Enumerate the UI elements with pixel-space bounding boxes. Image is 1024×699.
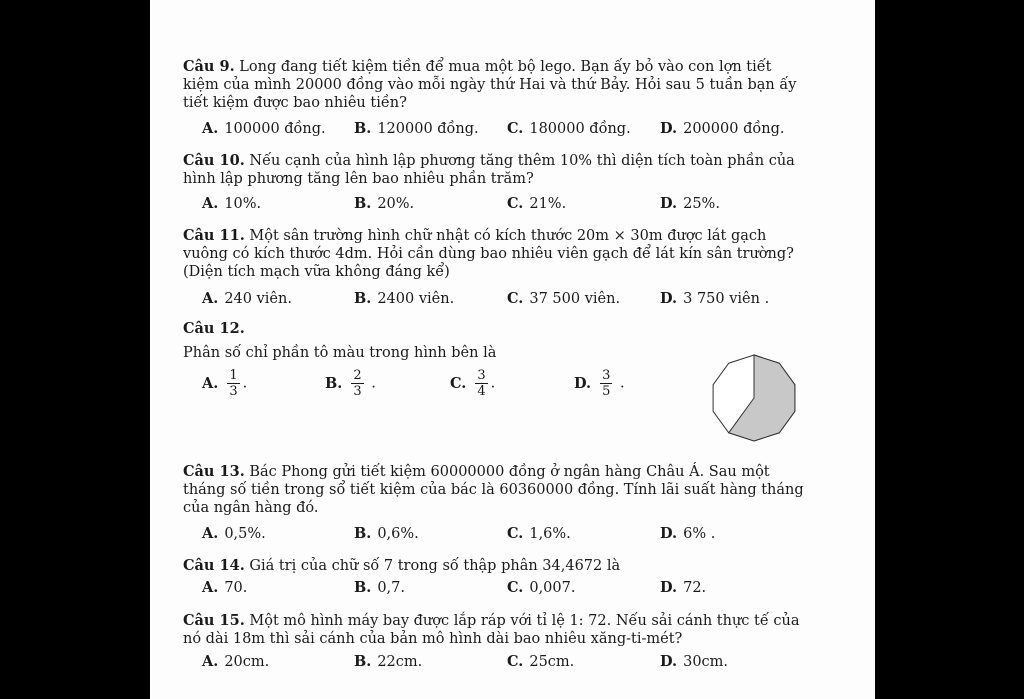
- option-d[interactable]: D. 200000 đồng.: [660, 120, 785, 137]
- question-text: (Diện tích mạch vữa không đáng kể): [183, 264, 450, 280]
- option-a[interactable]: A. 240 viên.: [202, 290, 292, 307]
- option-c[interactable]: C. 1,6%.: [507, 525, 571, 542]
- question-text: Bác Phong gửi tiết kiệm 60000000 đồng ở ngân hàng Châu Á. Sau một: [249, 464, 770, 480]
- option-b[interactable]: B. 20%.: [354, 195, 415, 212]
- option-a[interactable]: A. 70.: [202, 579, 248, 596]
- question-text: hình lập phương tăng lên bao nhiêu phần trăm?: [183, 171, 534, 187]
- option-b[interactable]: B. 0,6%.: [354, 525, 419, 542]
- option-c[interactable]: C. $\frac{3}{4}$ .: [450, 368, 496, 399]
- question-text: Một sân trường hình chữ nhật có kích thước 20m × 30m được lát gạch: [249, 228, 767, 244]
- option-d[interactable]: D. 72.: [660, 579, 707, 596]
- question-text: Long đang tiết kiệm tiền để mua một bộ lego. Bạn ấy bỏ vào con lợn tiết: [239, 59, 772, 75]
- question-13: [183, 463, 813, 517]
- question-11-options: [202, 290, 812, 308]
- question-14: [183, 557, 813, 575]
- question-10-options: [202, 195, 812, 213]
- fraction: $\frac{3}{4}$: [477, 368, 486, 399]
- question-10: [183, 152, 813, 188]
- option-b[interactable]: B. 22cm.: [354, 653, 423, 670]
- question-label: Câu 10.: [183, 152, 245, 169]
- option-c[interactable]: C. 0,007.: [507, 579, 576, 596]
- question-text: Giá trị của chữ số 7 trong số thập phân 34,4672 là: [249, 558, 621, 574]
- option-b[interactable]: B. 2400 viên.: [354, 290, 455, 307]
- decagon-figure: [708, 352, 800, 444]
- option-a[interactable]: A. $\frac{1}{3}$ .: [202, 368, 248, 399]
- question-text: Phân số chỉ phần tô màu trong hình bên là: [183, 345, 497, 361]
- option-c[interactable]: C. 37 500 viên.: [507, 290, 621, 307]
- question-label: Câu 14.: [183, 557, 245, 574]
- option-b[interactable]: B. $\frac{2}{3}$ .: [325, 368, 376, 399]
- question-text: tháng số tiền trong sổ tiết kiệm của bác là 60360000 đồng. Tính lãi suất hàng tháng: [183, 482, 804, 498]
- option-d[interactable]: D. 6% .: [660, 525, 716, 542]
- question-11: [183, 227, 813, 281]
- question-label: Câu 15.: [183, 612, 245, 629]
- fraction: $\frac{2}{3}$: [353, 368, 362, 399]
- option-a[interactable]: A. 0,5%.: [202, 525, 266, 542]
- option-b[interactable]: B. 0,7.: [354, 579, 405, 596]
- option-d[interactable]: D. 30cm.: [660, 653, 729, 670]
- question-9: [183, 58, 813, 112]
- option-a[interactable]: A. 10%.: [202, 195, 262, 212]
- question-text: tiết kiệm được bao nhiêu tiền?: [183, 95, 407, 111]
- question-label: Câu 11.: [183, 227, 245, 244]
- question-label: Câu 12.: [183, 320, 245, 337]
- question-9-options: [202, 120, 812, 138]
- question-15-options: [202, 653, 812, 671]
- option-c[interactable]: C. 21%.: [507, 195, 567, 212]
- question-text: vuông có kích thước 4dm. Hỏi cần dùng bao nhiêu viên gạch để lát kín sân trường?: [183, 246, 794, 262]
- question-text: Một mô hình máy bay được lắp ráp với tỉ lệ 1: 72. Nếu sải cánh thực tế của: [249, 613, 800, 629]
- fraction: $\frac{1}{3}$: [229, 368, 238, 399]
- question-text: Nếu cạnh của hình lập phương tăng thêm 10% thì diện tích toàn phần của: [249, 153, 795, 169]
- question-text: của ngân hàng đó.: [183, 500, 319, 516]
- question-label: Câu 9.: [183, 58, 235, 75]
- exam-page: [150, 0, 875, 699]
- option-d[interactable]: D. 3 750 viên .: [660, 290, 770, 307]
- option-a[interactable]: A. 20cm.: [202, 653, 270, 670]
- question-text: nó dài 18m thì sải cánh của bản mô hình dài bao nhiêu xăng-ti-mét?: [183, 631, 683, 647]
- fraction: $\frac{3}{5}$: [602, 368, 611, 399]
- question-text: kiệm của mình 20000 đồng vào mỗi ngày thứ Hai và thứ Bảy. Hỏi sau 5 tuần bạn ấy: [183, 77, 797, 93]
- option-d[interactable]: D. 25%.: [660, 195, 720, 212]
- option-c[interactable]: C. 180000 đồng.: [507, 120, 631, 137]
- question-label: Câu 13.: [183, 463, 245, 480]
- question-15: [183, 612, 813, 648]
- question-14-options: [202, 579, 812, 597]
- question-13-options: [202, 525, 812, 543]
- option-c[interactable]: C. 25cm.: [507, 653, 575, 670]
- option-b[interactable]: B. 120000 đồng.: [354, 120, 479, 137]
- option-a[interactable]: A. 100000 đồng.: [202, 120, 326, 137]
- option-d[interactable]: D. $\frac{3}{5}$ .: [574, 368, 625, 399]
